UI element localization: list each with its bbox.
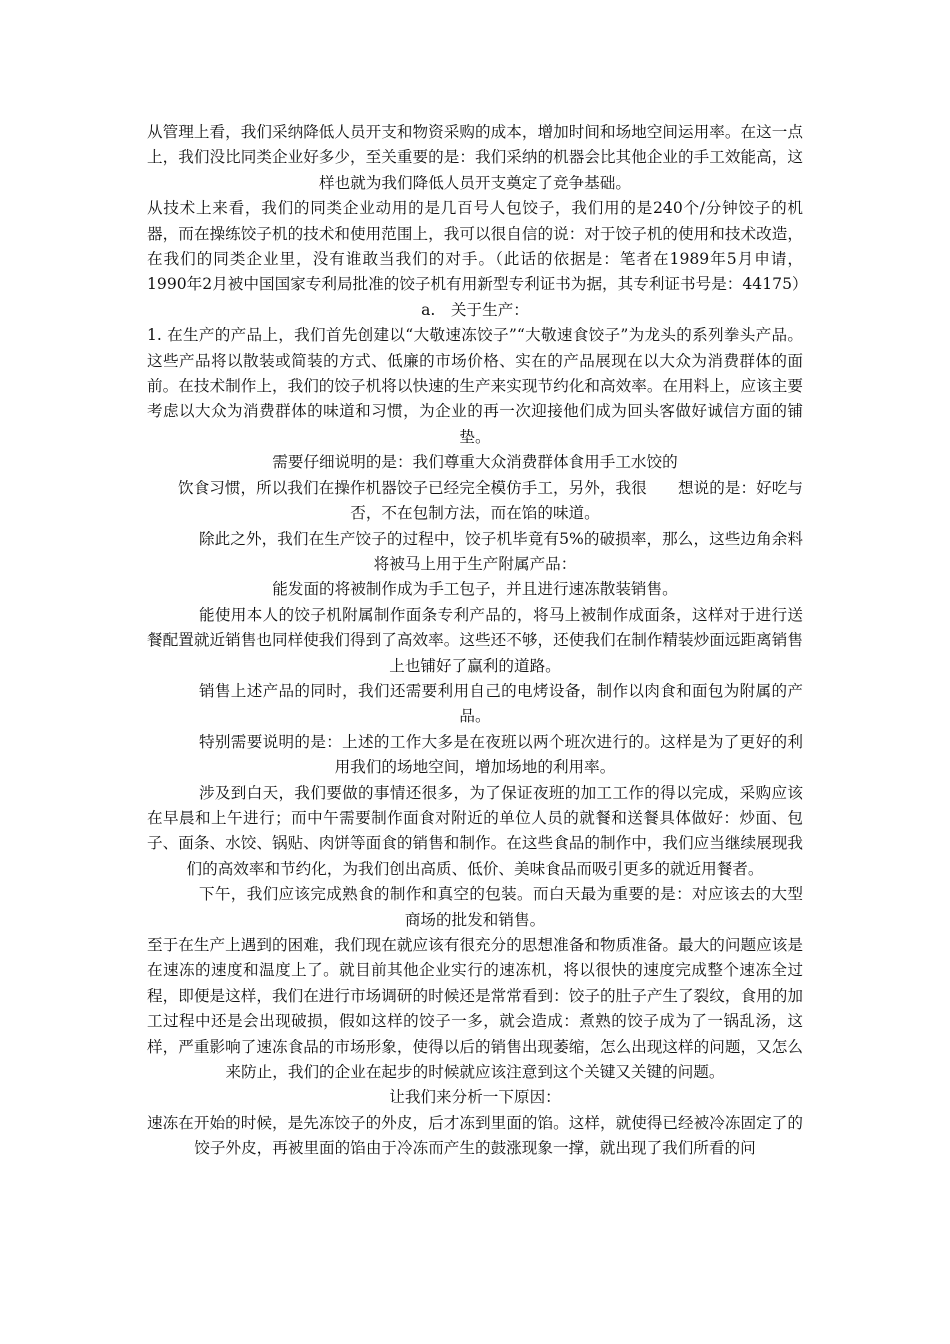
paragraph-buns: 能发面的将被制作成为手工包子，并且进行速冻散装销售。 xyxy=(272,580,678,599)
paragraph-difficulties: 至于在生产上遇到的困难，我们现在就应该有很充分的思想准备和物质准备。最大的问题应该是在速冻的速度和温度上了。就目前其他企业实行的速冻机，将以很快的速度完成整个速冻全过程，即便是这样，我们在进行市场调研的时候还是常常看到：饺子的肚子产生了裂纹，食用的加工过程中还是会出现破损，假如这样的饺子一多，就会造成：煮熟的饺子成为了一锅乱汤，这样，严重影响了速冻食品的市场形象，使得以后的销售出现萎缩，怎么出现这样的问题，又怎么来防止，我们的企业在起步的时候就应该注意到这个关键又关键的问题。 xyxy=(147,936,803,1082)
paragraph-noodles: 能使用本人的饺子机附属制作面条专利产品的，将马上被制作成面条，这样对于进行送餐配置就近销售也同样使我们得到了高效率。这些还不够，还使我们在制作精装炒面远距离销售上也铺好了赢利的道路。 xyxy=(147,605,803,675)
document-body xyxy=(147,120,808,1162)
paragraph-daytime: 涉及到白天，我们要做的事情还很多，为了保证夜班的加工工作的得以完成，采购应该在早晨和上午进行；而中午需要制作面食对附近的单位人员的就餐和送餐具体做好：炒面、包子、面条、水饺、锅贴、肉饼等面食的销售和制作。在这些食品的制作中，我们应当继续展现我们的高效率和节约化，为我们创出高质、低价、美味食品而吸引更多的就近用餐者。 xyxy=(147,783,803,878)
paragraph-freezing-cause: 速冻在开始的时候，是先冻饺子的外皮，后才冻到里面的馅。这样，就使得已经被冷冻固定了的饺子外皮，再被里面的馅由于冷冻而产生的鼓涨现象一撑，就出现了我们所看的问 xyxy=(147,1113,803,1158)
paragraph-night-shift: 特别需要说明的是：上述的工作大多是在夜班以两个班次进行的。这样是为了更好的利用我们的场地空间，增加场地的利用率。 xyxy=(199,732,803,777)
paragraph-products: 1. 在生产的产品上，我们首先创建以“大敬速冻饺子”“大敬速食饺子”为龙头的系列拳头产品。这些产品将以散装或简装的方式、低廉的市场价格、实在的产品展现在以大众为消费群体的面前。在技术制作上，我们的饺子机将以快速的生产来实现节约化和高效率。在用料上，应该主要考虑以大众为消费群体的味道和习惯，为企业的再一次迎接他们成为回头客做好诚信方面的铺垫。 xyxy=(147,326,803,446)
section-heading-production: a. 关于生产： xyxy=(421,300,529,319)
paragraph-baking: 销售上述产品的同时，我们还需要利用自己的电烤设备，制作以肉食和面包为附属的产品。 xyxy=(199,681,803,726)
paragraph-management: 从管理上看，我们采纳降低人员开支和物资采购的成本，增加时间和场地空间运用率。在这一点上，我们没比同类企业好多少，至关重要的是：我们采纳的机器会比其他企业的手工效能高，这样也就为我们降低人员开支奠定了竞争基础。 xyxy=(147,123,803,192)
paragraph-technology: 从技术上来看，我们的同类企业动用的是几百号人包饺子，我们用的是240个/分钟饺子的机器，而在操练饺子机的技术和使用范围上，我可以很自信的说：对于饺子机的使用和技术改造，在我们的同类企业里，没有谁敢当我们的对手。（此话的依据是：笔者在1989年5月申请，1990年2月被中国国家专利局批准的饺子机有用新型专利证书为据，其专利证书号是：44175） xyxy=(147,199,808,294)
paragraph-eating-habits: 饮食习惯，所以我们在操作机器饺子已经完全模仿手工，另外，我很 想说的是：好吃与否，不在包制方法，而在馅的味道。 xyxy=(178,478,803,523)
paragraph-analysis-intro: 让我们来分析一下原因： xyxy=(389,1088,561,1107)
paragraph-afternoon: 下午，我们应该完成熟食的制作和真空的包装。而白天最为重要的是：对应该去的大型商场的批发和销售。 xyxy=(199,885,803,929)
paragraph-note-intro: 需要仔细说明的是：我们尊重大众消费群体食用手工水饺的 xyxy=(272,453,678,472)
paragraph-scrap-materials: 除此之外，我们在生产饺子的过程中，饺子机毕竟有5%的破损率，那么，这些边角余料将被马上用于生产附属产品： xyxy=(199,529,803,573)
